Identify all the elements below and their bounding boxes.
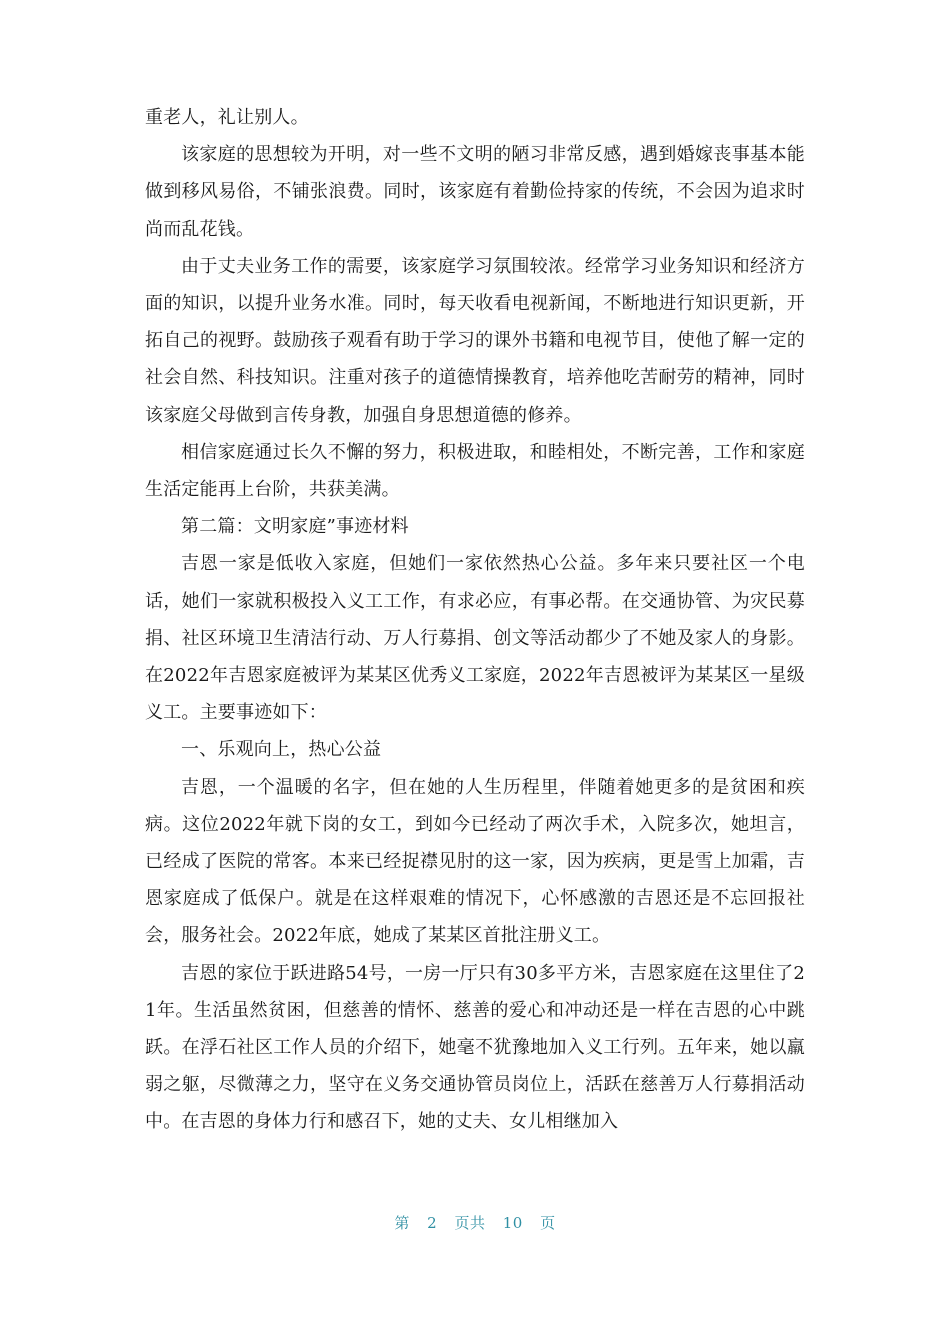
paragraph-3: 由于丈夫业务工作的需要，该家庭学习氛围较浓。经常学习业务知识和经济方面的知识，以提升业务水准。同时，每天收看电视新闻，不断地进行知识更新，开拓自己的视野。鼓励孩子观看有助于学习的课外书籍和电视节目，使他了解一定的社会自然、科技知识。注重对孩子的道德情操教育，培养他吃苦耐劳的精神，同时该家庭父母做到言传身教，加强自身思想道德的修养。	[145, 255, 805, 426]
paragraph-4: 相信家庭通过长久不懈的努力，积极进取，和睦相处，不断完善，工作和家庭生活定能再上台阶，共获美满。	[145, 441, 805, 501]
page-label-middle: 页共	[454, 1214, 486, 1232]
page-label-suffix: 页	[540, 1214, 556, 1232]
page-label-prefix: 第	[394, 1214, 410, 1232]
paragraph-2: 该家庭的思想较为开明，对一些不文明的陋习非常反感，遇到婚嫁丧事基本能做到移风易俗，不铺张浪费。同时，该家庭有着勤俭持家的传统，不会因为追求时尚而乱花钱。	[145, 144, 805, 240]
page-footer	[0, 1212, 950, 1233]
document-body	[145, 99, 805, 1141]
paragraph-9: 吉恩的家位于跃进路54号，一房一厅只有30多平方米，吉恩家庭在这里住了21年。生活虽然贫困，但慈善的情怀、慈善的爱心和冲动还是一样在吉恩的心中跳跃。在浮石社区工作人员的介绍下，她毫不犹豫地加入义工行列。五年来，她以羸弱之躯，尽微薄之力，坚守在义务交通协管员岗位上，活跃在慈善万人行募捐活动中。在吉恩的身体力行和感召下，她的丈夫、女儿相继加入	[145, 962, 805, 1133]
paragraph-1: 重老人，礼让别人。	[145, 107, 309, 128]
subsection-heading: 一、乐观向上，热心公益	[181, 739, 382, 761]
current-page-number: 2	[427, 1214, 438, 1232]
section-heading: 第二篇：文明家庭”事迹材料	[181, 516, 409, 538]
total-pages-number: 10	[502, 1214, 523, 1232]
paragraph-6: 吉恩一家是低收入家庭，但她们一家依然热心公益。多年来只要社区一个电话，她们一家就积极投入义工工作，有求必应，有事必帮。在交通协管、为灾民募捐、社区环境卫生清洁行动、万人行募捐、创文等活动都少了不她及家人的身影。在2022年吉恩家庭被评为某某区优秀义工家庭，2022年吉恩被评为某某区一星级义工。主要事迹如下：	[145, 553, 805, 724]
paragraph-8: 吉恩，一个温暖的名字，但在她的人生历程里，伴随着她更多的是贫困和疾病。这位2022年就下岗的女工，到如今已经动了两次手术，入院多次，她坦言，已经成了医院的常客。本来已经捉襟见肘的这一家，因为疾病，更是雪上加霜，吉恩家庭成了低保户。就是在这样艰难的情况下，心怀感激的吉恩还是不忘回报社会，服务社会。2022年底，她成了某某区首批注册义工。	[145, 776, 805, 947]
